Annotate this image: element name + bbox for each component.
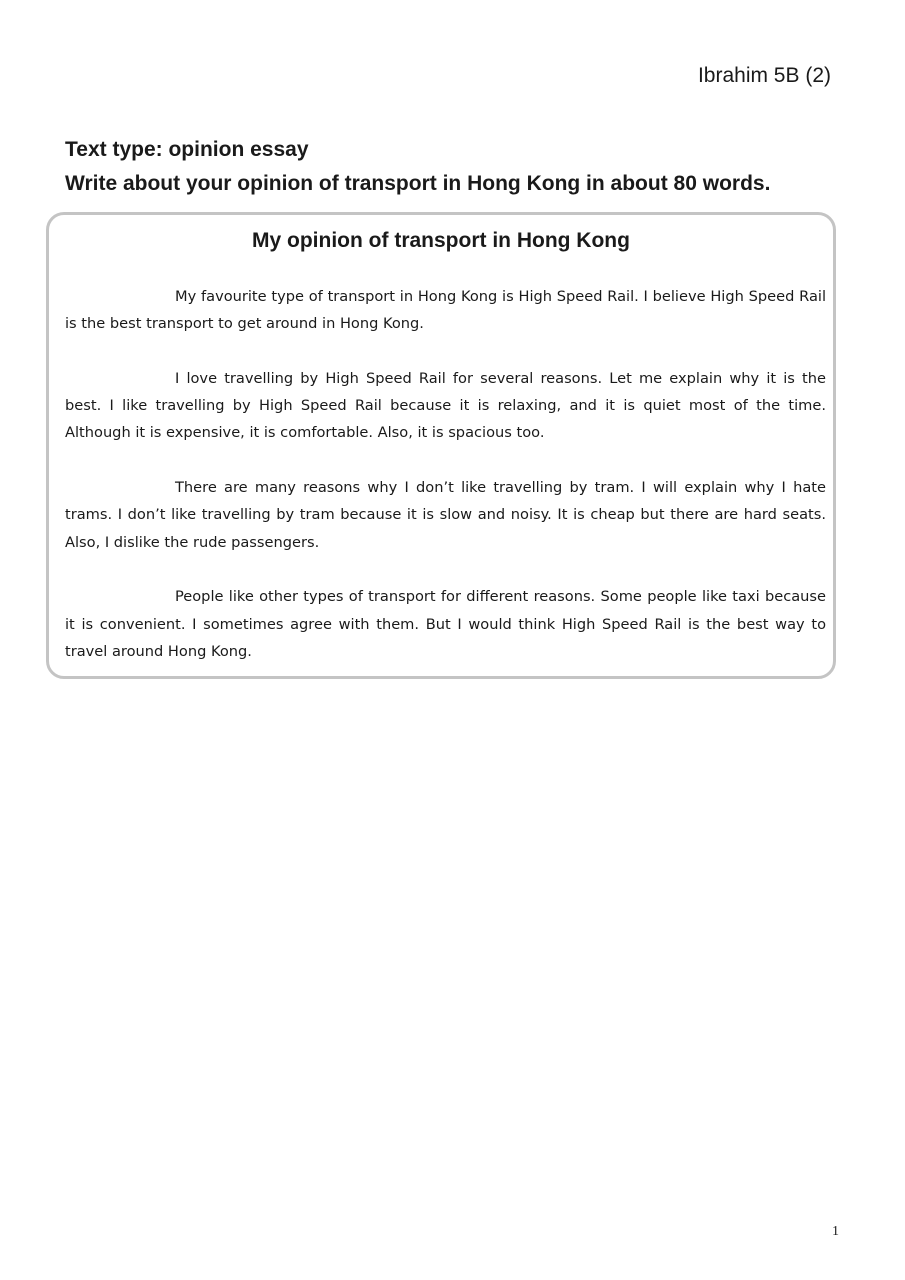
essay-box [46,212,836,679]
essay-body [65,283,826,665]
essay-title: My opinion of transport in Hong Kong [252,229,630,252]
task-instruction: Write about your opinion of transport in Hong Kong in about 80 words. [65,172,771,195]
essay-paragraph-3: There are many reasons why I don’t like travelling by tram. I will explain why I hate trams. I don’t like travelling by tram because it is slow and noisy. It is cheap but there are hard seats. Also, I dislike the rude passengers. [65,479,826,551]
essay-paragraph-2: I love travelling by High Speed Rail for several reasons. Let me explain why it is the best. I like travelling by High Speed Rail because it is relaxing, and it is quiet most of the time. Although it is expensive, it is comfortable. Also, it is spacious too. [65,369,826,442]
student-name: Ibrahim 5B (2) [697,64,831,87]
essay-paragraph-1: My favourite type of transport in Hong Kong is High Speed Rail. I believe High Speed Rail is the best transport to get around in Hong Kong. [65,288,826,333]
essay-paragraph-4: People like other types of transport for different reasons. Some people like taxi because it is convenient. I sometimes agree with them. But I would think High Speed Rail is the best way to travel around Hong Kong. [65,588,826,660]
page-number: 1 [832,1224,839,1239]
text-type-heading: Text type: opinion essay [65,138,309,161]
